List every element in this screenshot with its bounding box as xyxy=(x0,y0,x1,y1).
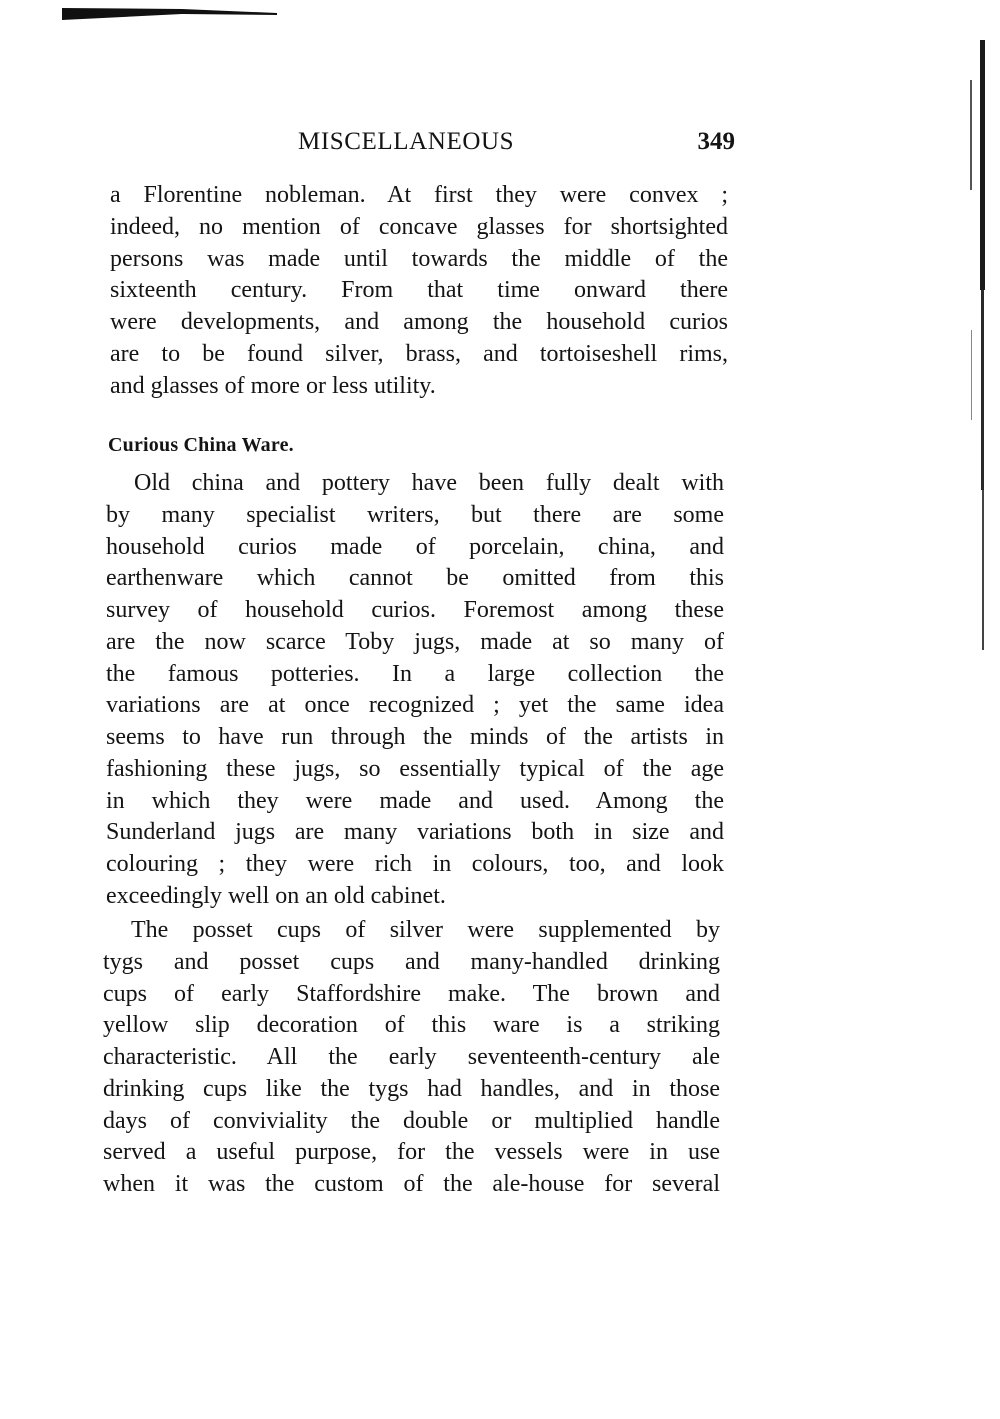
text-line: drinking cups like the tygs had handles, and in those xyxy=(103,1075,720,1102)
text-line: earthenware which cannot be omitted from this xyxy=(106,565,724,592)
text-line: tygs and posset cups and many-handled drinking xyxy=(103,948,720,975)
text-line: seems to have run through the minds of the artists in xyxy=(106,724,724,750)
running-head xyxy=(110,122,735,162)
text-line: the famous potteries. In a large collection the xyxy=(106,660,724,687)
text-line: The posset cups of silver were supplemented by xyxy=(131,917,720,943)
paragraph-toby-jugs xyxy=(106,468,724,913)
text-line: Sunderland jugs are many variations both in size and xyxy=(106,819,724,846)
running-head-title: MISCELLANEOUS xyxy=(298,128,515,155)
scan-edge-mark-right xyxy=(960,40,990,670)
text-line: yellow slip decoration of this ware is a striking xyxy=(103,1012,720,1039)
text-line: a Florentine nobleman. At first they were convex ; xyxy=(110,182,728,208)
text-line: persons was made until towards the middle of the xyxy=(110,245,728,272)
text-line: exceedingly well on an old cabinet. xyxy=(106,882,446,909)
text-line: in which they were made and used. Among the xyxy=(106,787,724,814)
text-line: household curios made of porcelain, china, and xyxy=(106,533,724,560)
text-line: served a useful purpose, for the vessels were in use xyxy=(103,1139,720,1166)
section-heading: Curious China Ware. xyxy=(108,434,294,456)
text-line: variations are at once recognized ; yet the same idea xyxy=(106,692,724,719)
text-line: are the now scarce Toby jugs, made at so many of xyxy=(106,628,724,655)
text-line: colouring ; they were rich in colours, too, and look xyxy=(106,851,724,877)
text-line: indeed, no mention of concave glasses for shortsighted xyxy=(110,213,728,240)
text-line: characteristic. All the early seventeenth-century ale xyxy=(103,1044,720,1070)
text-line: survey of household curios. Foremost among these xyxy=(106,597,724,623)
text-line: are to be found silver, brass, and tortoiseshell rims, xyxy=(110,340,728,367)
text-line: were developments, and among the household curios xyxy=(110,309,728,335)
text-line: fashioning these jugs, so essentially typical of the age xyxy=(106,755,724,782)
text-line: when it was the custom of the ale-house for several xyxy=(103,1171,720,1197)
text-line: Old china and pottery have been fully dealt with xyxy=(134,470,724,496)
page-number: 349 xyxy=(697,128,735,155)
scan-edge-mark-top xyxy=(62,6,277,20)
paragraph-continued xyxy=(110,180,728,402)
paragraph-posset-cups xyxy=(103,915,720,1201)
text-line: sixteenth century. From that time onward there xyxy=(110,277,728,304)
text-line: days of conviviality the double or multiplied handle xyxy=(103,1107,720,1134)
text-line: and glasses of more or less utility. xyxy=(110,372,436,399)
text-line: cups of early Staffordshire make. The brown and xyxy=(103,980,720,1007)
text-line: by many specialist writers, but there are some xyxy=(106,501,724,528)
